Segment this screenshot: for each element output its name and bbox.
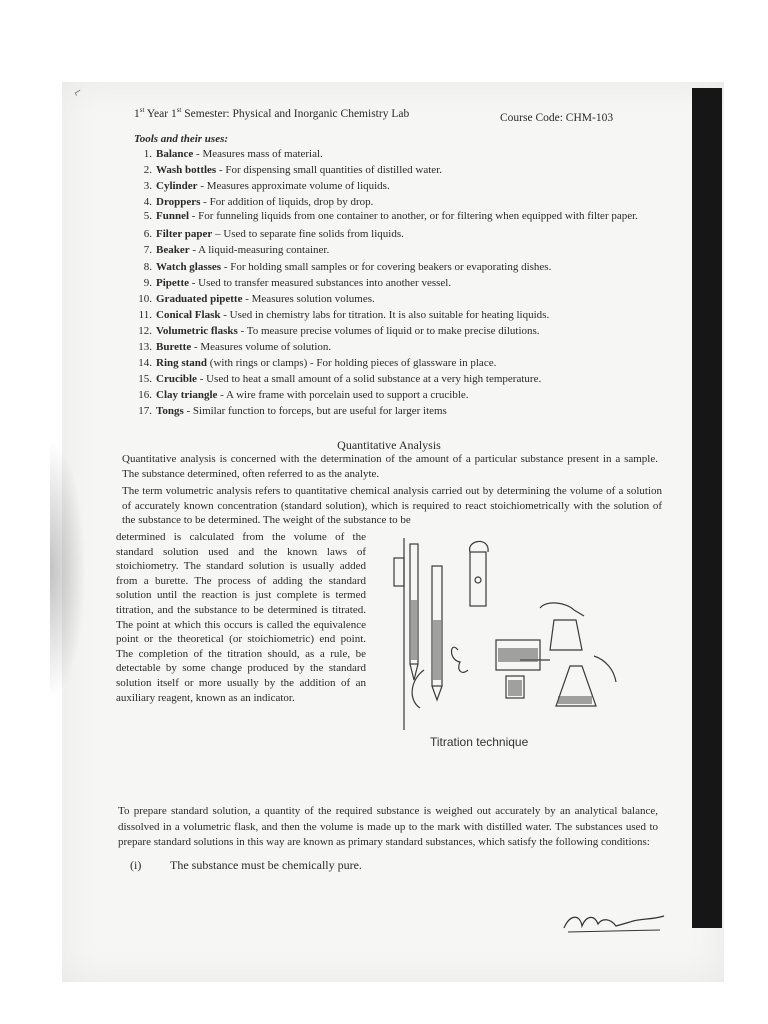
list-item: 7. Beaker - A liquid-measuring container. bbox=[143, 244, 330, 257]
figure-caption: Titration technique bbox=[430, 735, 529, 749]
test-tube bbox=[470, 552, 486, 606]
list-item: 10. Graduated pipette - Measures solution volumes. bbox=[138, 292, 375, 305]
list-item: 17. Tongs - Similar function to forceps, but are useful for larger items bbox=[138, 405, 447, 418]
list-item: 16. Clay triangle - A wire frame with porcelain used to support a crucible. bbox=[138, 389, 469, 402]
list-item: 8. Watch glasses - For holding small samples or for covering beakers or evaporating dishes. bbox=[143, 260, 552, 273]
list-item: 15. Crucible - Used to heat a small amount of a solid substance at a very high temperature. bbox=[138, 373, 542, 386]
course-code: Course Code: CHM-103 bbox=[500, 112, 614, 124]
signature-scribble bbox=[560, 908, 670, 936]
scan-smudge bbox=[50, 440, 86, 700]
list-item: 13. Burette - Measures volume of solution. bbox=[138, 341, 332, 354]
paragraph: determined is calculated from the volume of the standard solution used and the known laws of stoichiometry. The standard solution is usually added from a burette. The process of adding the standard solution until the reaction is just complete is termed titration, and the substance to be determined is titrated. The point at which this occurs is called the equivalence point or the theoretical (or stoichiometric) end point. The completion of the titration should, as a rule, be detectable by some change produced by the standard solution itself or more usually by the addition of an auxiliary reagent, known as an indicator. bbox=[116, 531, 366, 704]
beaker bbox=[550, 620, 582, 650]
titration-illustration bbox=[370, 530, 630, 730]
paragraph: To prepare standard solution, a quantity of the required substance is weighed out accurately by an analytical balance, dissolved in a volumetric flask, and then the volume is made up to the mark with distilled water. The substances used to prepare standard solutions in this way are known as primary standard substances, which satisfy the following conditions: bbox=[118, 805, 658, 848]
condition-item: (i) The substance must be chemically pure. bbox=[130, 858, 362, 872]
list-item: 12. Volumetric flasks - To measure precise volumes of liquid or to make precise dilutions. bbox=[138, 324, 540, 337]
paragraph: Quantitative analysis is concerned with the determination of the amount of a particular substance present in a sample. The substance determined, often referred to as the analyte. bbox=[122, 453, 658, 480]
course-title: 1st Year 1st Semester: Physical and Inorganic Chemistry Lab bbox=[134, 106, 410, 120]
list-item: 5. Funnel - For funneling liquids from one container to another, or for filtering when equipped with filter paper. bbox=[143, 210, 638, 223]
section-heading: Quantitative Analysis bbox=[337, 438, 441, 452]
list-item: 11. Conical Flask - Used in chemistry labs for titration. It is also suitable for heating liquids. bbox=[138, 308, 550, 321]
list-item: 3. Cylinder - Measures approximate volume of liquids. bbox=[143, 180, 390, 193]
corner-mark: ⌐ bbox=[70, 83, 85, 100]
scan-edge-shadow bbox=[692, 88, 722, 928]
list-item: 1. Balance - Measures mass of material. bbox=[143, 148, 323, 160]
paragraph: The term volumetric analysis refers to quantitative chemical analysis carried out by determining the volume of a solution of accurately known concentration (standard solution), which is required to react stoichiometrically with the solution of the substance to be determined. The weight of the substance to be bbox=[122, 485, 662, 527]
list-item: 4. Droppers - For addition of liquids, drop by drop. bbox=[143, 196, 374, 209]
tools-heading: Tools and their uses: bbox=[134, 133, 229, 145]
list-item: 2. Wash bottles - For dispensing small quantities of distilled water. bbox=[143, 164, 442, 177]
list-item: 6. Filter paper – Used to separate fine solids from liquids. bbox=[143, 228, 404, 241]
list-item: 14. Ring stand (with rings or clamps) - For holding pieces of glassware in place. bbox=[138, 357, 497, 370]
list-item: 9. Pipette - Used to transfer measured substances into another vessel. bbox=[143, 276, 452, 289]
tools-list bbox=[124, 146, 664, 420]
